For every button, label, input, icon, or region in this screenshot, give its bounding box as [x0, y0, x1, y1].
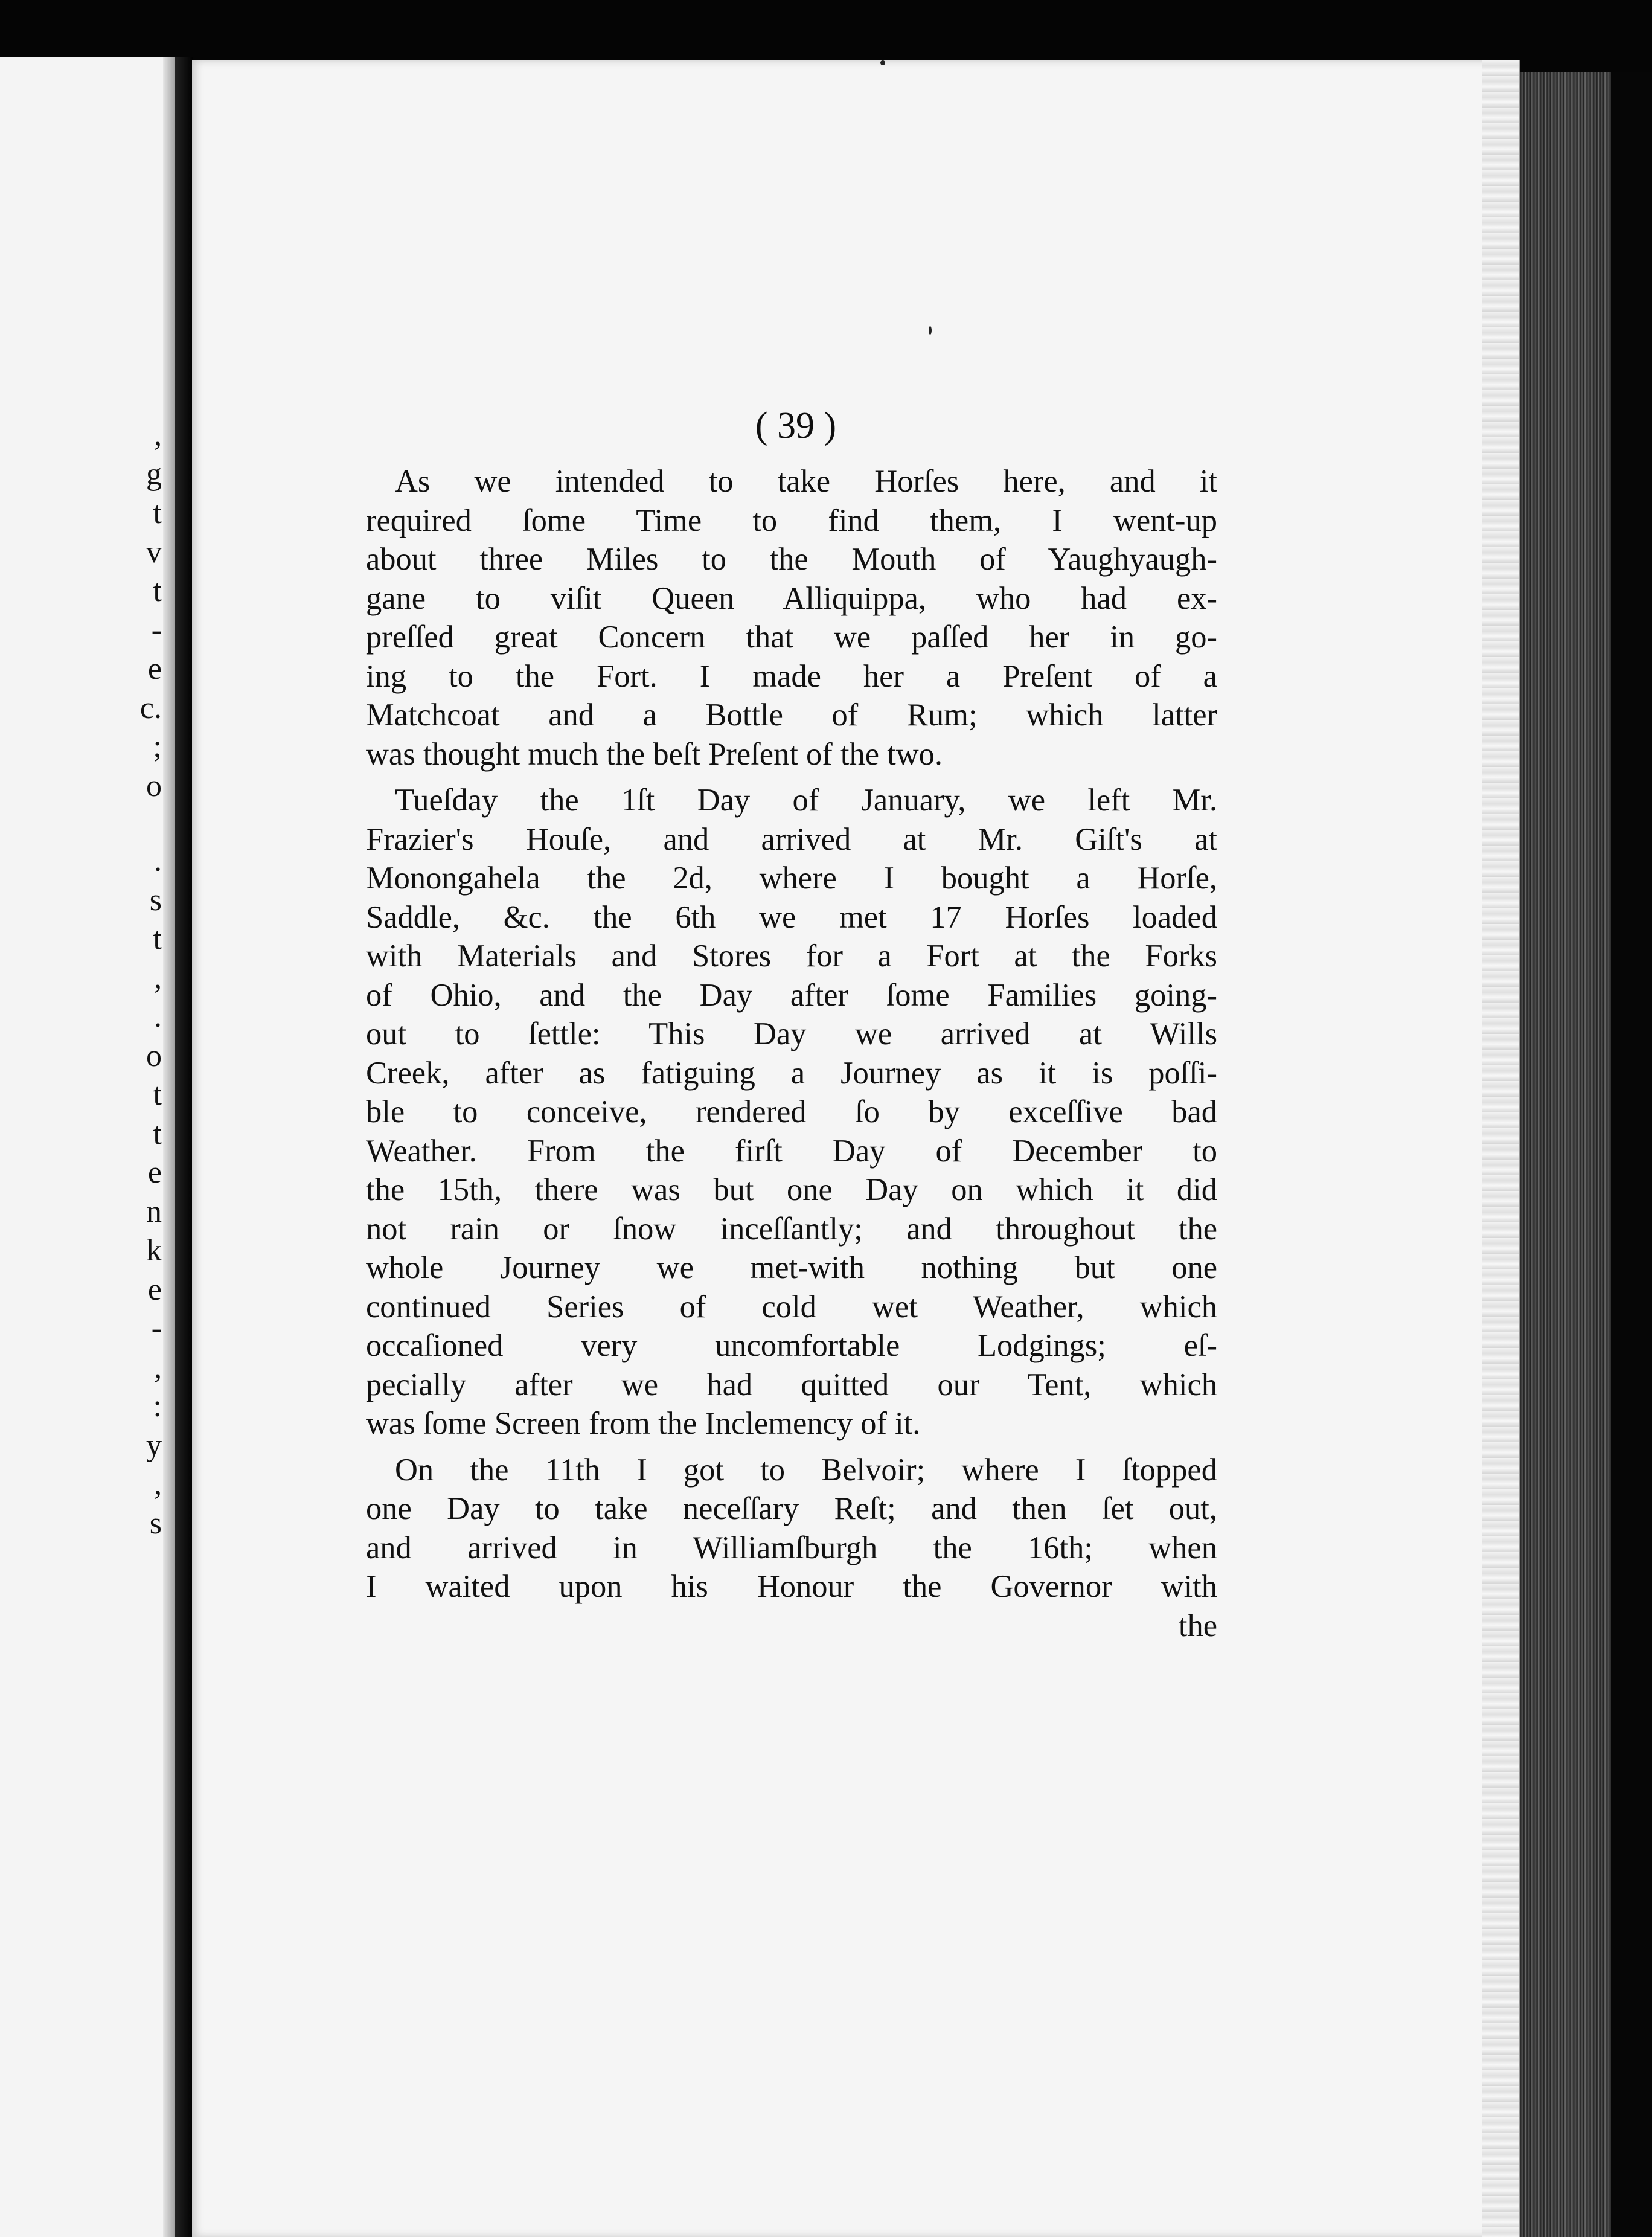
text-line: out to ſettle: This Day we arrived at Wills	[366, 1016, 1217, 1051]
text-line: Creek, after as fatiguing a Journey as it is poſſi-	[366, 1055, 1217, 1091]
facing-page-fragment: t	[153, 496, 162, 530]
facing-page-fragment: :	[153, 1389, 162, 1423]
facing-page-fragment: .	[154, 1000, 162, 1034]
text-line: about three Miles to the Mouth of Yaughyaugh-	[366, 542, 1217, 577]
text-line: not rain or ſnow inceſſantly; and throughout the	[366, 1211, 1217, 1247]
facing-page-edge	[163, 57, 176, 2237]
page-stack-edges	[1520, 72, 1611, 2237]
text-line: the 15th, there was but one Day on which it did	[366, 1172, 1217, 1207]
facing-page-fragment: ,	[154, 418, 162, 452]
facing-page-fragment: o	[146, 1038, 162, 1073]
text-line: required ſome Time to find them, I went-up	[366, 502, 1217, 538]
facing-page-fragment: c.	[139, 690, 162, 725]
facing-page-text-fragments	[0, 57, 175, 2237]
text-line: ing to the Fort. I made her a Preſent of a	[366, 658, 1217, 694]
facing-page-fragment: ,	[154, 1467, 162, 1501]
facing-page-fragment: ;	[153, 730, 162, 764]
facing-page-fragment: s	[149, 882, 162, 917]
facing-page-fragment: y	[146, 1428, 162, 1463]
facing-page-fragment: t	[153, 922, 162, 956]
facing-page-fragment: e	[147, 1272, 162, 1307]
facing-page-fragment: ,	[154, 1350, 162, 1385]
facing-page-fragment: e	[147, 652, 162, 686]
page-number	[192, 405, 1514, 448]
facing-page-fragment: -	[151, 1311, 162, 1346]
text-line: ble to conceive, rendered ſo by exceſſive bad	[366, 1094, 1217, 1129]
facing-page-fragment: t	[153, 1077, 162, 1112]
text-line: of Ohio, and the Day after ſome Families going-	[366, 977, 1217, 1013]
text-line: Weather. From the firſt Day of December to	[366, 1133, 1217, 1169]
text-line: whole Journey we met-with nothing but one	[366, 1250, 1217, 1285]
text-line: Tueſday the 1ſt Day of January, we left Mr.	[395, 783, 1217, 818]
text-line: continued Series of cold wet Weather, which	[366, 1289, 1217, 1324]
text-line: one Day to take neceſſary Reſt; and then ſet out,	[366, 1491, 1217, 1526]
facing-page-fragment: v	[146, 534, 162, 570]
facing-page-fragment: s	[149, 1506, 162, 1541]
facing-page-fragment: k	[146, 1233, 162, 1268]
text-line: gane to viſit Queen Alliquippa, who had ex-	[366, 580, 1217, 616]
facing-page-fragment: e	[147, 1155, 162, 1190]
page-body-text	[366, 462, 1217, 1645]
paragraph-gap	[366, 1443, 1217, 1451]
paragraph-gap	[366, 774, 1217, 781]
book-page	[192, 60, 1514, 2237]
facing-page-fragment: t	[153, 1116, 162, 1151]
text-line: preſſed great Concern that we paſſed her in go-	[366, 620, 1217, 655]
text-line: Saddle, &c. the 6th we met 17 Horſes loaded	[366, 899, 1217, 935]
facing-page-fragment: n	[146, 1194, 162, 1229]
text-line: the	[1178, 1608, 1217, 1643]
ink-speck	[929, 326, 932, 335]
scan-border-right	[1611, 72, 1652, 2237]
text-line: occaſioned very uncomfortable Lodgings; eſ-	[366, 1328, 1217, 1363]
text-line: was ſome Screen from the Inclemency of it.	[366, 1406, 921, 1441]
facing-page-fragment: ,	[154, 960, 162, 995]
facing-page	[0, 57, 178, 2237]
text-line: with Materials and Stores for a Fort at the Forks	[366, 939, 1217, 974]
text-line: Frazier's Houſe, and arrived at Mr. Giſt's at	[366, 821, 1217, 857]
text-line: I waited upon his Honour the Governor with	[366, 1569, 1217, 1604]
page-edge	[1482, 60, 1520, 2237]
ink-speck	[880, 60, 885, 65]
page-number-text: ( 39 )	[755, 405, 837, 446]
facing-page-fragment: g	[146, 457, 162, 492]
text-line: Monongahela the 2d, where I bought a Horſe,	[366, 861, 1217, 896]
text-line: and arrived in Williamſburgh the 16th; when	[366, 1530, 1217, 1565]
facing-page-fragment: .	[154, 844, 162, 878]
facing-page-fragment: -	[151, 612, 162, 647]
book-gutter	[175, 57, 193, 2237]
text-line: On the 11th I got to Belvoir; where I ſtopped	[395, 1452, 1217, 1488]
text-line: pecially after we had quitted our Tent, which	[366, 1367, 1217, 1402]
text-line: was thought much the beſt Preſent of the two.	[366, 736, 943, 772]
facing-page-fragment: o	[146, 768, 162, 803]
text-line: Matchcoat and a Bottle of Rum; which latter	[366, 698, 1217, 733]
facing-page-fragment: t	[153, 574, 162, 608]
text-line: As we intended to take Horſes here, and it	[395, 464, 1217, 499]
